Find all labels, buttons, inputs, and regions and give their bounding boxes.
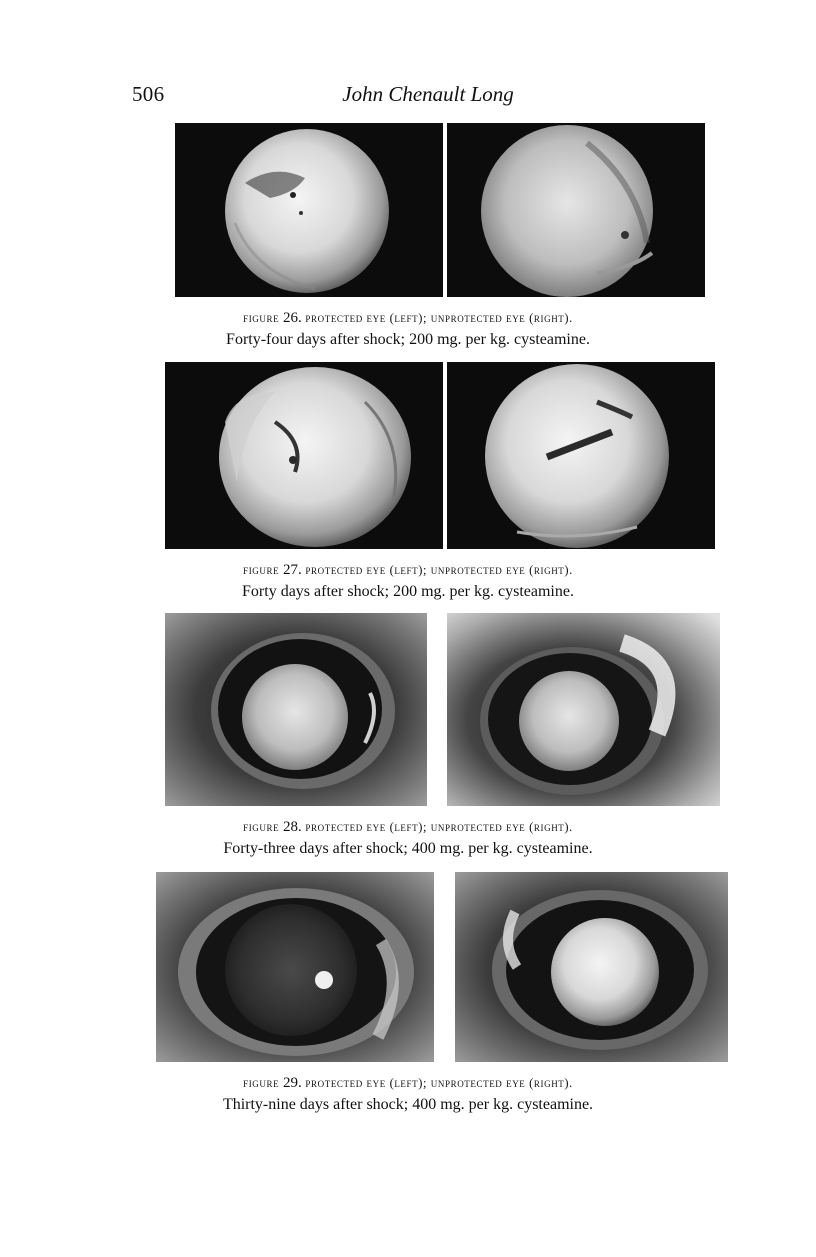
- figure-28-caption: [0, 816, 816, 860]
- figure-27-left-photo: [165, 362, 443, 549]
- figure-28-left-photo: [165, 613, 427, 806]
- figure-27-description: Forty days after shock; 200 mg. per kg. cysteamine.: [242, 583, 574, 600]
- figure-28-number: 28.: [282, 819, 302, 835]
- figure-29-left-photo: [156, 872, 434, 1062]
- figure-29-description: Thirty-nine days after shock; 400 mg. per kg. cysteamine.: [222, 1096, 594, 1113]
- figure-29-number: 29.: [282, 1075, 302, 1091]
- page-number: 506: [132, 82, 165, 106]
- figure-26-left-photo: [175, 123, 443, 297]
- running-title: John Chenault Long: [342, 82, 514, 106]
- figure-28-description: Forty-three days after shock; 400 mg. per kg. cysteamine.: [223, 840, 593, 857]
- figure-27-number: 27.: [282, 562, 302, 578]
- figure-26-description: Forty-four days after shock; 200 mg. per kg. cysteamine.: [226, 331, 590, 348]
- figure-29-right-photo: [455, 872, 728, 1062]
- figure-26-right-photo: [447, 123, 705, 297]
- figure-27-title: protected eye (left); unprotected eye (right).: [305, 563, 573, 577]
- figure-28-label: figure: [243, 820, 280, 834]
- figure-29-title: protected eye (left); unprotected eye (right).: [305, 1076, 573, 1090]
- figure-26-caption: [0, 307, 816, 351]
- figure-28-title: protected eye (left); unprotected eye (right).: [305, 820, 573, 834]
- figure-29-caption: [0, 1072, 816, 1116]
- figure-28-right-photo: [447, 613, 720, 806]
- figure-26-number: 26.: [282, 310, 302, 326]
- figure-26-title: protected eye (left); unprotected eye (right).: [305, 311, 573, 325]
- figure-27-right-photo: [447, 362, 715, 549]
- figure-27-caption: [0, 559, 816, 603]
- figure-29-label: figure: [243, 1076, 280, 1090]
- figure-26-label: figure: [243, 311, 280, 325]
- figure-27-label: figure: [243, 563, 280, 577]
